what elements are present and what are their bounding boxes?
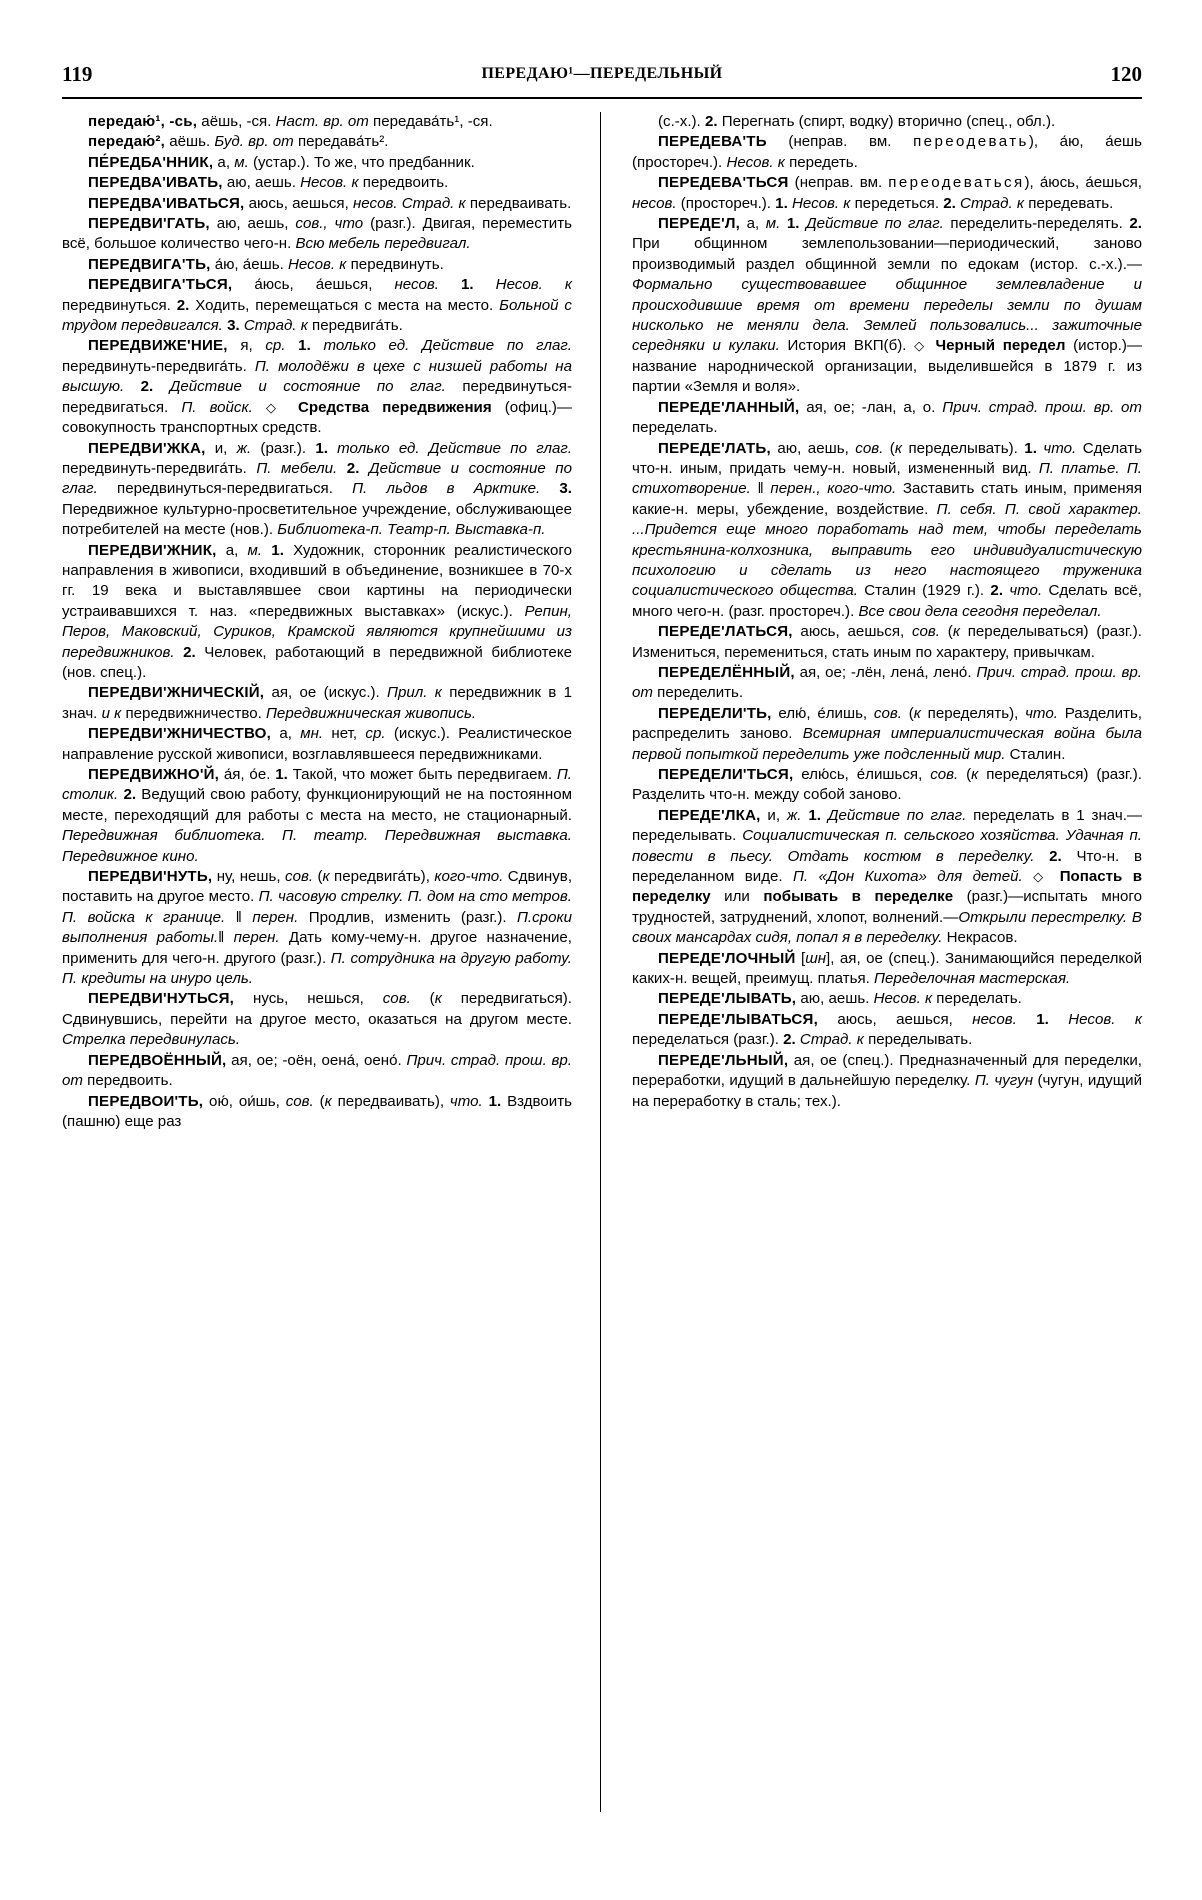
- dictionary-entry: ПЕРЕДВИ'ЖНИК, а, м. 1. Художник, сторонник реалистического направления в живописи, входивший в объединение, возникшее в 70-х гг. 19 века и выставлявшее свои картины на периодически устраивавшихся т. наз. «передвижных выставках» (искус.). Репин, Перов, Маковский, Суриков, Крамской являются крупнейшими из передвижников. 2. Человек, работающий в передвижной библиотеке (нов. спец.).: [62, 541, 572, 681]
- dictionary-entry: ПЕРЕДВИЖНО'Й, а́я, о́е. 1. Такой, что может быть передвигаем. П. столик. 2. Ведущий свою работу, функционирующий не на постоянном месте, переходящий для работы с места на место, не стационарный. Передвижная библиотека. П. театр. Передвижная выставка. Передвижное кино.: [62, 766, 573, 865]
- dictionary-entry: ПЕРЕДЕ'ЛАТЬСЯ, аюсь, аешься, сов. (к переделываться) (разг.). Измениться, перемениться, стать иным по характеру, привычкам.: [632, 623, 1142, 661]
- dictionary-entry: ПЕРЕДВОЁННЫЙ, ая, ое; -оён, оена́, оено́. Прич. страд. прош. вр. от передвоить.: [62, 1051, 572, 1090]
- column-right: [632, 112, 1142, 1852]
- dictionary-entry: ПЕРЕДЕ'ЛАТЬ, аю, аешь, сов. (к переделывать). 1. что. Сделать что-н. иным, придать чему-н. новый, измененный вид. П. платье. П. стихотворение. ‖ перен., кого-что. Заставить стать иным, применяя какие-н. меры, убеждение, воздействие. П. себя. П. свой характер. ...Придется еще много поработать над тем, чтобы переделать крестьянина-колхозника, выправить его индивидуалистическую психологию и сделать из него настоящего труженика социалистического общества. Сталин (1929 г.). 2. что. Сделать всё, много чего-н. (разг. простореч.). Все свои дела сегодня переделал.: [632, 439, 1142, 620]
- dictionary-entry: ПЕРЕДЕ'ЛЫВАТЬ, аю, аешь. Несов. к переделать.: [658, 990, 1022, 1008]
- page-header: [62, 62, 1142, 96]
- dictionary-entry: ПЕРЕДВИ'ЖНИЧЕСКІЙ, ая, ое (искус.). Прил. к передвижник в 1 знач. и к передвижничество. Передвижническая живопись.: [62, 684, 572, 722]
- dictionary-entry: передаю́², аёшь. Буд. вр. от передава́ть².: [88, 133, 389, 151]
- dictionary-entry: ПЕ́РЕДБА'ННИК, а, м. (устар.). То же, что предбанник.: [88, 153, 475, 171]
- dictionary-entry: ПЕРЕДВА'ИВАТЬ, аю, аешь. Несов. к передвоить.: [88, 174, 449, 192]
- dictionary-entry: передаю́¹, -сь, аёшь, -ся. Наст. вр. от передава́ть¹, -ся.: [88, 113, 493, 130]
- dictionary-entry: ПЕРЕДВИЖЕ'НИЕ, я, ср. 1. только ед. Действие по глаг. передвинуть-передвига́ть. П. молодёжи в цехе с низшей работы на высшую. 2. Действие и состояние по глаг. передвинуться-передвигаться. П. войск. ◇ Средства передвижения (офиц.)—совокупность транспортных средств.: [62, 337, 573, 437]
- dictionary-entry: ПЕРЕДВА'ИВАТЬСЯ, аюсь, аешься, несов. Страд. к передваивать.: [88, 194, 572, 212]
- dictionary-entry: ПЕРЕДВИ'НУТЬСЯ, нусь, нешься, сов. (к передвигаться). Сдвинувшись, перейти на другое место, оказаться на другом месте. Стрелка передвинулась.: [62, 990, 572, 1049]
- dictionary-entry: ПЕРЕДВИ'ГАТЬ, аю, аешь, сов., что (разг.). Двигая, переместить всё, большое количество чего-н. Всю мебель передвигал.: [62, 215, 572, 253]
- header-rule: [62, 97, 1142, 99]
- folio-right: 120: [1110, 62, 1142, 86]
- dictionary-entry: ПЕРЕДВИГА'ТЬСЯ, а́юсь, а́ешься, несов. 1. Несов. к передвинуться. 2. Ходить, перемещаться с места на место. Больной с трудом передвигался. 3. Страд. к передвига́ть.: [62, 276, 572, 335]
- columns-container: [62, 112, 1142, 1852]
- dictionary-entry: ПЕРЕДВОИ'ТЬ, ою́, ои́шь, сов. (к передваивать), что. 1. Вздвоить (пашню) еще раз: [62, 1092, 572, 1130]
- column-left: [62, 112, 572, 1852]
- dictionary-entry: ПЕРЕДЕЛИ'ТЬ, елю́, е́лишь, сов. (к переделять), что. Разделить, распределить заново. Всемирная империалистическая война была первой попыткой переделить уже подсленный мир. Сталин.: [632, 704, 1142, 763]
- dictionary-entry: ПЕРЕДВИ'НУТЬ, ну, нешь, сов. (к передвига́ть), кого-что. Сдвинув, поставить на другое место. П. часовую стрелку. П. дом на сто метров. П. войска к границе. ‖ перен. Продлив, изменить (разг.). П.сроки выполнения работы.‖ перен. Дать кому-чему-н. другое назначение, применить для чего-н. другого (разг.). П. сотрудника на другую работу. П. кредиты на инуро цель.: [62, 868, 573, 988]
- dictionary-entry: ПЕРЕДЕ'ЛЬНЫЙ, ая, ое (спец.). Предназначенный для переделки, переработки, идущий в дальнейшую переделку. П. чугун (чугун, идущий на переработку в сталь; тех.).: [632, 1051, 1143, 1110]
- dictionary-entry: ПЕРЕДЕВА'ТЬ (неправ. вм. переодевать), а́ю, а́ешь (простореч.). Несов. к передеть.: [632, 133, 1143, 171]
- dictionary-entry: ПЕРЕДЕЛИ'ТЬСЯ, елю́сь, е́лишься, сов. (к переделяться) (разг.). Разделить что-н. между собой заново.: [632, 766, 1142, 804]
- column-divider: [600, 112, 601, 1812]
- dictionary-entry: ПЕРЕДЕ'ЛКА, и, ж. 1. Действие по глаг. переделать в 1 знач.—переделывать. Социалистическая п. сельского хозяйства. Удачная п. повести в пьесу. Отдать костюм в переделку. 2. Что-н. в переделанном виде. П. «Дон Кихота» для детей. ◇ Попасть в переделку или побывать в переделке (разг.)—испытать много трудностей, затруднений, хлопот, волнений.—Открыли перестрелку. В своих мансардах сидя, попал я в переделку. Некрасов.: [632, 806, 1143, 947]
- dictionary-entry: ПЕРЕДЕЛЁННЫЙ, ая, ое; -лён, лена́, лено́. Прич. страд. прош. вр. от переделить.: [632, 663, 1142, 702]
- dictionary-entry: ПЕРЕДЕВА'ТЬСЯ (неправ. вм. переодеваться), а́юсь, а́ешься, несов. (простореч.). 1. Несов. к передеться. 2. Страд. к передевать.: [632, 174, 1142, 212]
- dictionary-entry: ПЕРЕДВИ'ЖНИЧЕСТВО, а, мн. нет, ср. (искус.). Реалистическое направление русской живописи, возглавлявшееся передвижниками.: [62, 725, 572, 763]
- dictionary-entry: ПЕРЕДЕ'ЛАННЫЙ, ая, ое; -лан, а, о. Прич. страд. прош. вр. от переделать.: [632, 398, 1142, 437]
- running-head: ПЕРЕДАЮ¹—ПЕРЕДЕЛЬНЫЙ: [481, 65, 723, 82]
- dictionary-entry: (с.-х.). 2. Перегнать (спирт, водку) вторично (спец., обл.).: [658, 113, 1056, 130]
- dictionary-entry: ПЕРЕДЕ'ЛОЧНЫЙ [шн], ая, ое (спец.). Занимающийся переделкой каких-н. вещей, преимущ. платья. Переделочная мастерская.: [632, 949, 1143, 988]
- dictionary-entry: ПЕРЕДВИГА'ТЬ, а́ю, а́ешь. Несов. к передвинуть.: [88, 255, 444, 273]
- dictionary-entry: ПЕРЕДЕ'ЛЫВАТЬСЯ, аюсь, аешься, несов. 1. Несов. к переделаться (разг.). 2. Страд. к переделывать.: [632, 1010, 1142, 1049]
- dictionary-entry: ПЕРЕДЕ'Л, а, м. 1. Действие по глаг. переделить-переделять. 2. При общинном землепользовании—периодический, заново производимый раздел общинной земли по едокам (истор. с.-х.).—Формально существовавшее общинное землевладение и происходившие время от времени переделы земли по душам нисколько не меняли дела. Землей пользовались... зажиточные середняки и кулаки. История ВКП(б). ◇ Черный передел (истор.)—название народнической организации, выделившейся в 1879 г. из партии «Земля и воля».: [632, 215, 1142, 396]
- dictionary-entry: ПЕРЕДВИ'ЖКА, и, ж. (разг.). 1. только ед. Действие по глаг. передвинуть-передвига́ть. П. мебели. 2. Действие и состояние по глаг. передвинуться-передвигаться. П. льдов в Арктике. 3. Передвижное культурно-просветительное учреждение, обслуживающее потребителей на месте (нов.). Библиотека-п. Театр-п. Выставка-п.: [62, 439, 573, 539]
- folio-left: 119: [62, 62, 93, 86]
